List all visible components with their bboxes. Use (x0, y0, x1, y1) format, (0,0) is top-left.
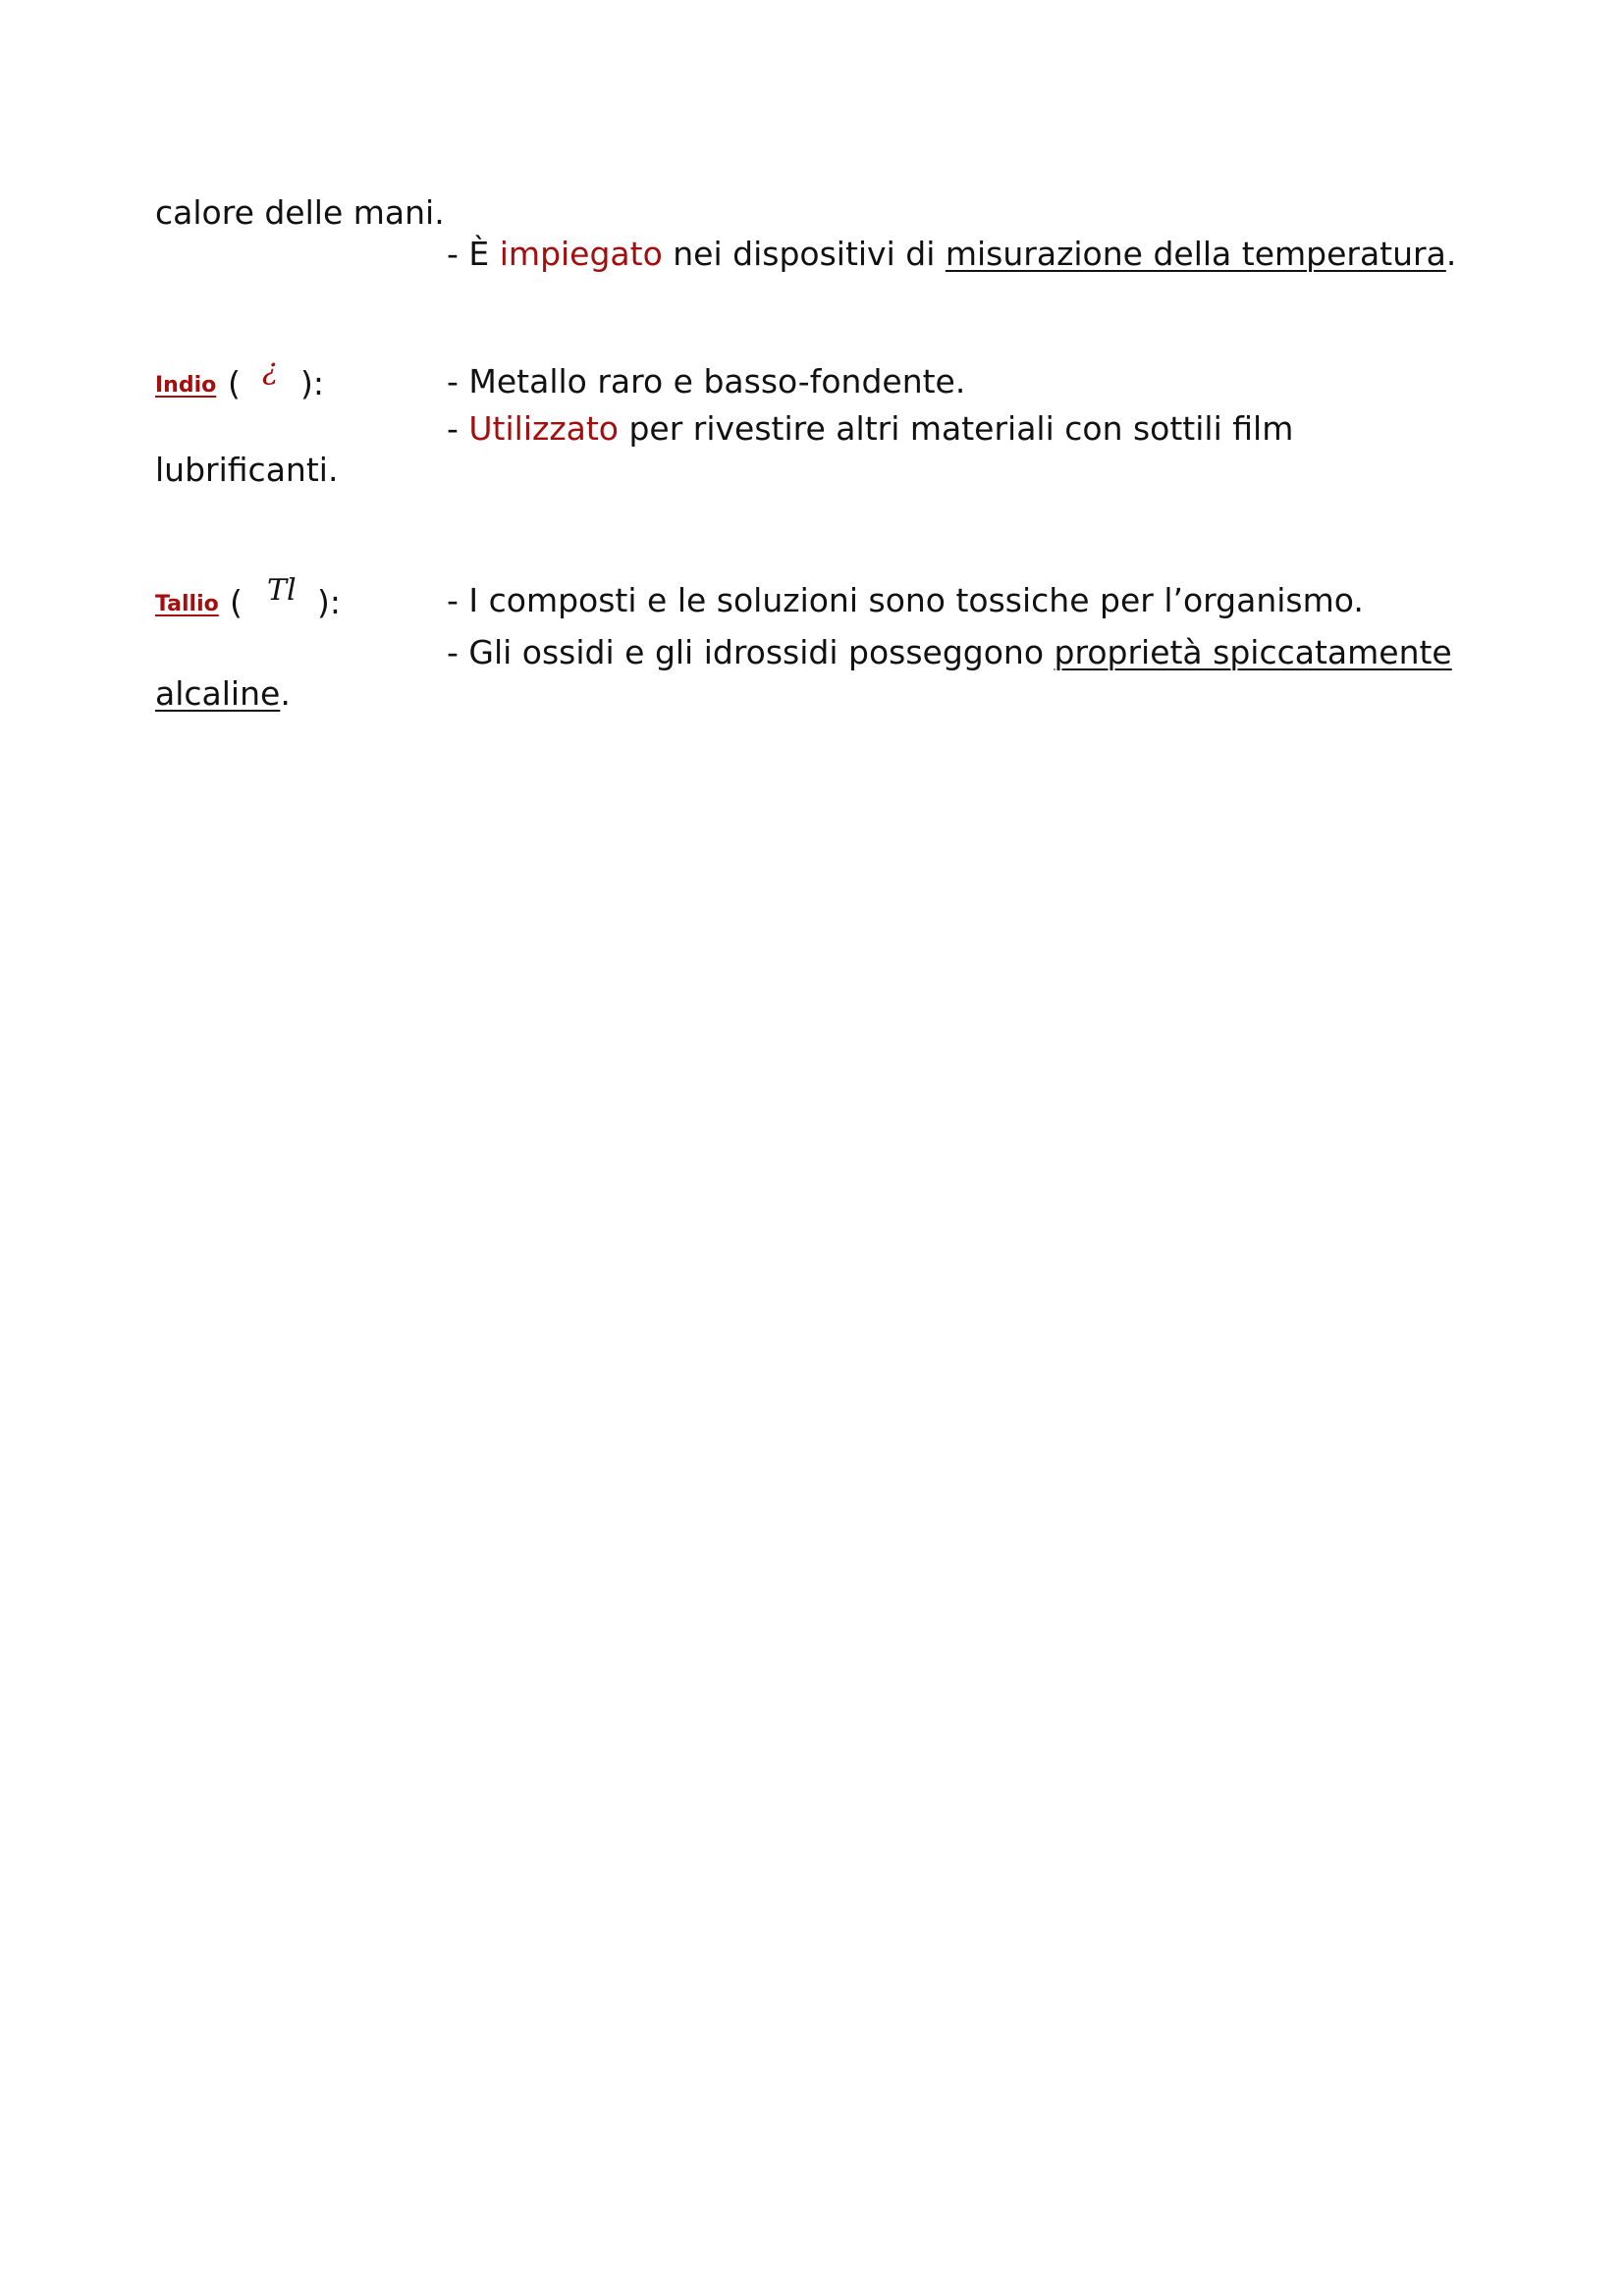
paragraph-line (155, 674, 291, 714)
bullet-suffix: . (1445, 235, 1457, 273)
open-paren: ( (230, 583, 243, 621)
link-proprieta-spiccatamente[interactable]: proprietà spiccatamente (1054, 633, 1452, 671)
highlight-impiegato: impiegato (499, 235, 663, 273)
bullet-line (447, 235, 1456, 274)
link-misurazione-temperatura[interactable]: misurazione della temperatura (945, 235, 1446, 273)
paragraph-line (155, 193, 445, 233)
bullet-prefix: - Gli ossidi e gli idrossidi posseggono (447, 633, 1055, 671)
term-indio-link[interactable]: Indio (155, 373, 217, 398)
bullet-prefix: - È (447, 235, 500, 273)
close-paren: ): (317, 583, 341, 621)
term-tallio-link[interactable]: Tallio (155, 592, 219, 616)
open-paren: ( (228, 364, 241, 402)
close-paren: ): (300, 364, 324, 402)
element-symbol-tallio: Tl (267, 573, 297, 608)
element-symbol-indio: ¿ (262, 352, 279, 387)
bullet-middle: nei dispositivi di (662, 235, 946, 273)
bullet-line (447, 633, 1452, 672)
text-lubrificanti: lubrificanti. (155, 451, 339, 489)
paragraph-line (155, 451, 338, 490)
highlight-utilizzato: Utilizzato (468, 409, 619, 448)
bullet-line (447, 581, 1364, 620)
link-alcaline[interactable]: alcaline (155, 674, 281, 713)
text-rivestire: per rivestire altri materiali con sottili film (619, 409, 1294, 448)
bullet-line (447, 362, 965, 401)
bullet-line (447, 409, 1293, 449)
text-suffix: . (280, 674, 291, 713)
text-metallo-raro: - Metallo raro e basso-fondente. (447, 362, 966, 400)
bullet-prefix: - (447, 409, 469, 448)
text-composti-tossiche: - I composti e le soluzioni sono tossiche per l’organismo. (447, 581, 1364, 619)
text-calore-delle-mani: calore delle mani. (155, 193, 445, 232)
